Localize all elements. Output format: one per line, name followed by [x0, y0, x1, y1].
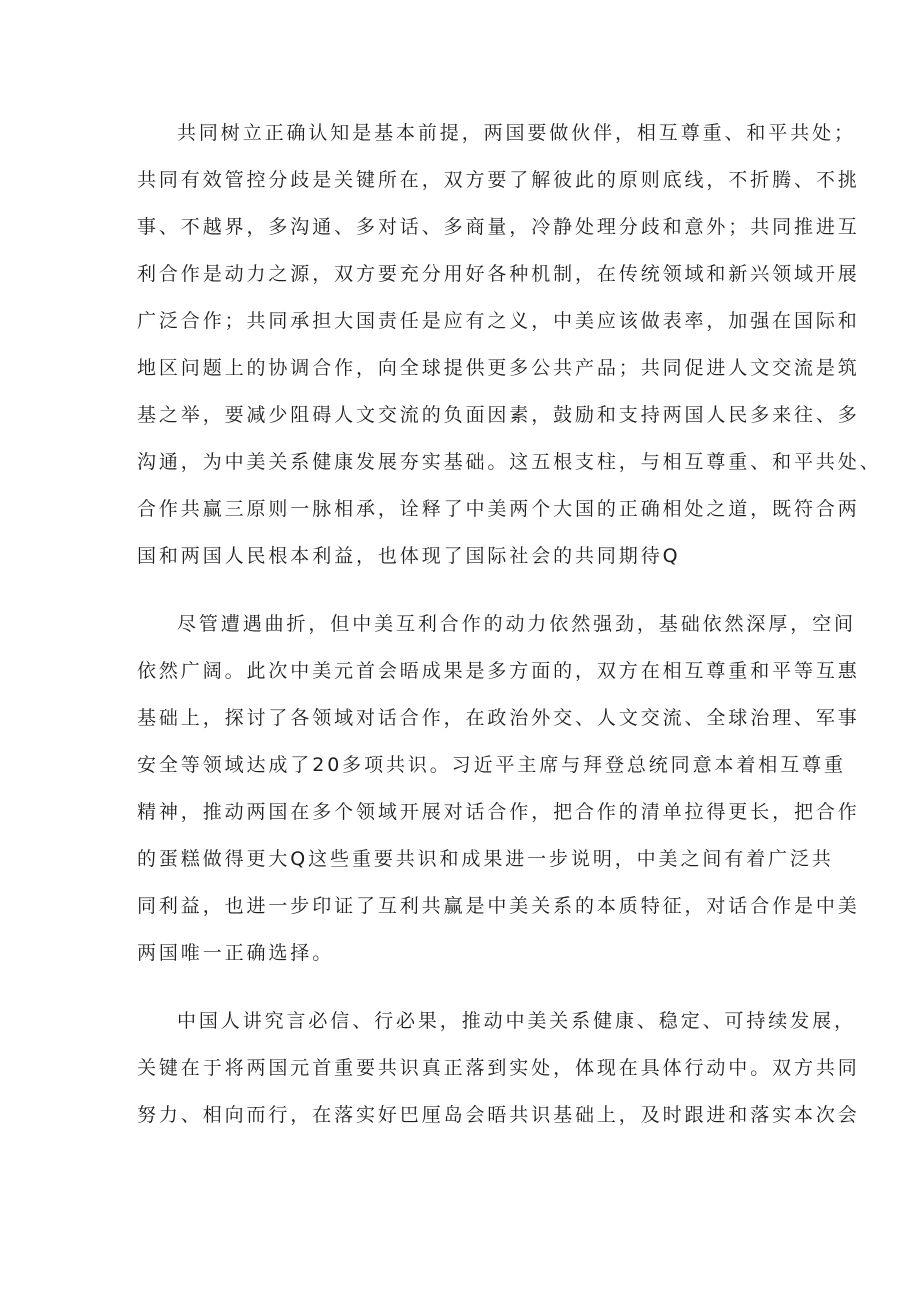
- text-line: 努力、相向而行，在落实好巴厘岛会晤共识基础上，及时跟进和落实本次会: [137, 1104, 860, 1126]
- text-line: 安全等领域达成了20多项共识。习近平主席与拜登总统同意本着相互尊重: [137, 754, 846, 776]
- text-line: 地区问题上的协调合作，向全球提供更多公共产品；共同促进人文交流是筑: [137, 357, 860, 379]
- text-line: 广泛合作；共同承担大国责任是应有之义，中美应该做表率，加强在国际和: [137, 310, 860, 332]
- text-line: 利合作是动力之源，双方要充分用好各种机制，在传统领域和新兴领域开展: [137, 263, 860, 285]
- text-line: 国和两国人民根本利益，也体现了国际社会的共同期待Q: [137, 545, 681, 567]
- text-line: 基础上，探讨了各领域对话合作，在政治外交、人文交流、全球治理、军事: [137, 707, 860, 729]
- text-line: 沟通，为中美关系健康发展夯实基础。这五根支柱，与相互尊重、和平共处、: [137, 451, 882, 473]
- text-line: 合作共赢三原则一脉相承，诠释了中美两个大国的正确相处之道，既符合两: [137, 498, 860, 520]
- text-line: 基之举，要减少阻碍人文交流的负面因素，鼓励和支持两国人民多来往、多: [137, 404, 860, 426]
- text-line: 精神，推动两国在多个领域开展对话合作，把合作的清单拉得更长，把合作: [137, 801, 860, 823]
- paragraph-1: [137, 120, 882, 590]
- text-line: 共同有效管控分歧是关键所在，双方要了解彼此的原则底线，不折腾、不挑: [137, 169, 860, 191]
- text-line: 尽管遭遇曲折，但中美互利合作的动力依然强劲，基础依然深厚，空间: [177, 613, 856, 635]
- text-line: 中国人讲究言必信、行必果，推动中美关系健康、稳定、可持续发展，: [177, 1010, 856, 1032]
- document-page: [137, 120, 882, 1170]
- text-line: 两国唯一正确选择。: [137, 942, 335, 964]
- text-line: 同利益，也进一步印证了互利共赢是中美关系的本质特征，对话合作是中美: [137, 895, 860, 917]
- text-line: 的蛋糕做得更大Q这些重要共识和成果进一步说明，中美之间有着广泛共: [137, 848, 834, 870]
- paragraph-3: [137, 1008, 860, 1149]
- text-line: 事、不越界，多沟通、多对话、多商量，冷静处理分歧和意外；共同推进互: [137, 216, 860, 238]
- paragraph-2: [137, 611, 860, 987]
- text-line: 共同树立正确认知是基本前提，两国要做伙伴，相互尊重、和平共处；: [177, 122, 856, 144]
- text-line: 依然广阔。此次中美元首会晤成果是多方面的，双方在相互尊重和平等互惠: [137, 660, 860, 682]
- text-line: 关键在于将两国元首重要共识真正落到实处，体现在具体行动中。双方共同: [137, 1057, 860, 1079]
